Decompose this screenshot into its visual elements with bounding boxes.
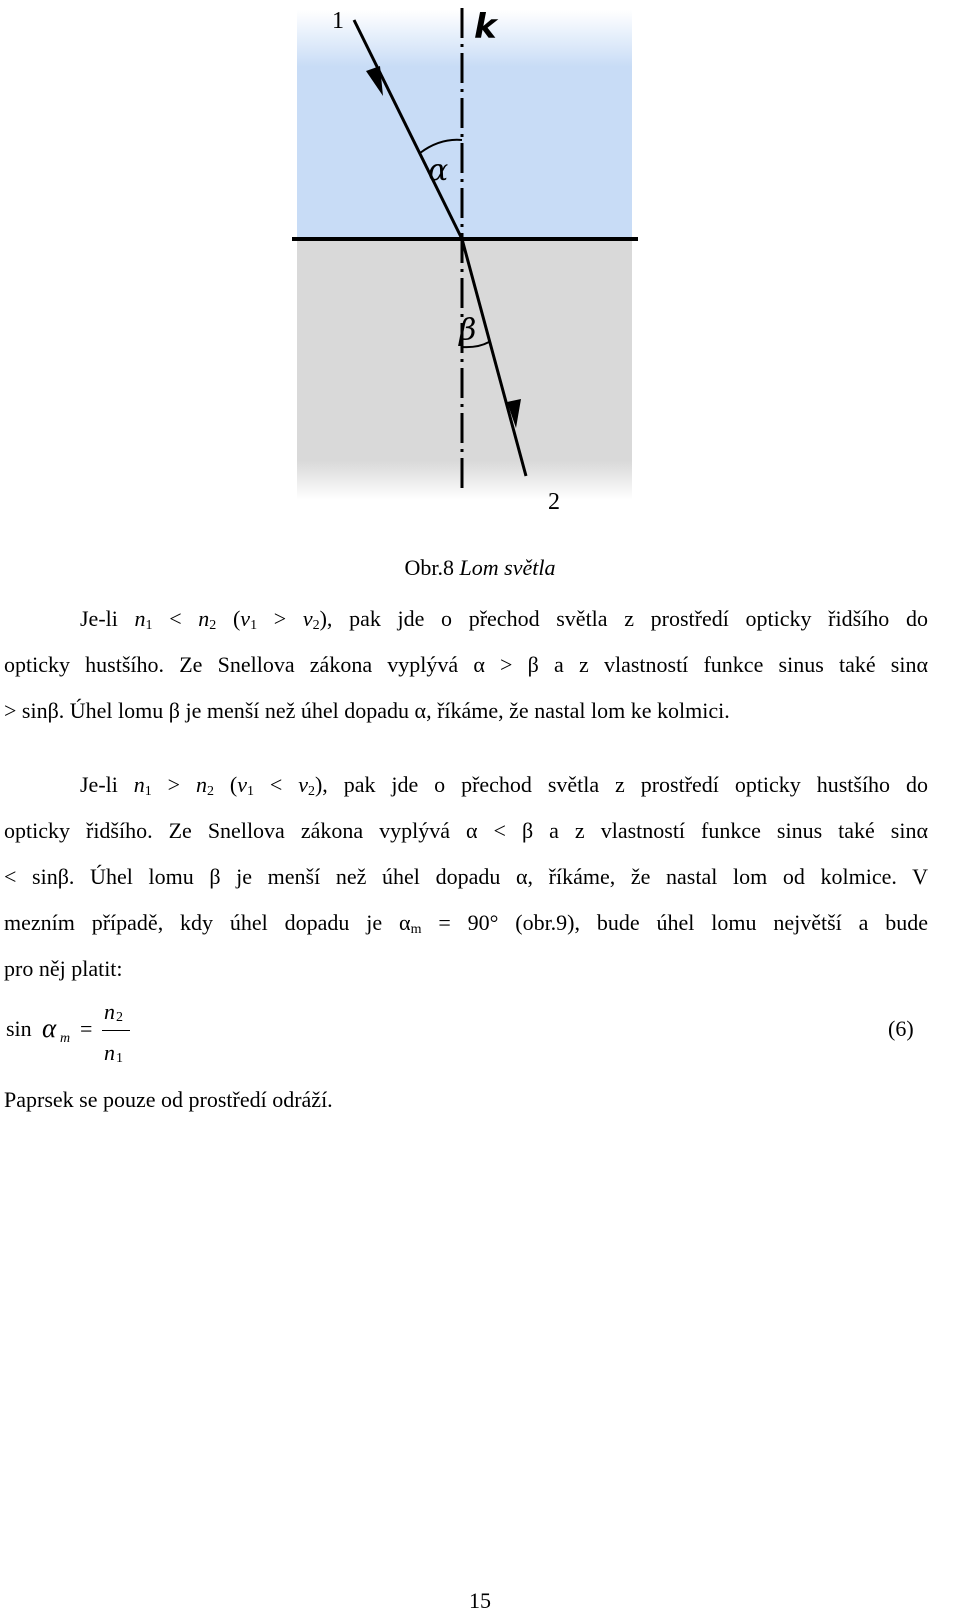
eq-alpha: α [42, 1013, 57, 1043]
equation-number: (6) [888, 1016, 914, 1041]
eq-equals: = [80, 1016, 93, 1041]
eq-den-n: n [104, 1040, 115, 1065]
label-ray-out: 2 [548, 489, 560, 515]
caption-title: Lom světla [459, 555, 556, 580]
refraction-figure [270, 0, 690, 520]
label-alpha: α [428, 153, 449, 188]
p2-line-3: < sinβ. Úhel lomu β je menší než úhel dopadu α, říkáme, že nastal lom od kolmice. V [4, 864, 928, 889]
eq-num-sub: 2 [116, 1010, 123, 1025]
refraction-diagram [270, 0, 690, 520]
paragraph-2 [4, 762, 928, 992]
paragraph-1 [4, 596, 928, 734]
label-ray-in: 1 [332, 8, 344, 34]
page-number: 15 [469, 1588, 491, 1613]
p2-line-1: Je-li $n_1 > n_2$ $(v_1 < v_2)$, pak jde o přechod světla z prostředí opticky hustšího do [80, 772, 928, 799]
p1-line-2: opticky hustšího. Ze Snellova zákona vyplývá α > β a z vlastností funkce sinus také sinα [4, 652, 928, 677]
p1-line-3: > sinβ. Úhel lomu β je menší než úhel dopadu α, říkáme, že nastal lom ke kolmici. [4, 698, 730, 723]
upper-medium [297, 10, 632, 238]
fraction-bar [102, 1030, 130, 1031]
figure-caption [0, 555, 960, 581]
lower-medium [297, 240, 632, 500]
p1-line-1: Je-li $n_1 < n_2$ $(v_1 > v_2)$, pak jde o přechod světla z prostředí opticky řidšího do [80, 606, 928, 633]
eq-alpha-sub: m [60, 1031, 71, 1046]
label-beta: β [459, 313, 477, 348]
caption-prefix: Obr.8 [404, 555, 460, 580]
eq-num-n: n [104, 999, 115, 1024]
paragraph-3: Paprsek se pouze od prostředí odráží. [4, 1087, 333, 1112]
eq-den-sub: 1 [116, 1051, 123, 1066]
p2-line-2: opticky řidšího. Ze Snellova zákona vyplývá α < β a z vlastností funkce sinus také sinα [4, 818, 928, 843]
eq-sin: sin [6, 1016, 32, 1041]
label-normal: k [474, 7, 497, 47]
p2-line-5: pro něj platit: [4, 956, 123, 981]
p2-line-4: mezním případě, kdy úhel dopadu je $\alpha_m = 90^\circ$ (obr.9), bude úhel lomu největší a bude [4, 910, 928, 937]
